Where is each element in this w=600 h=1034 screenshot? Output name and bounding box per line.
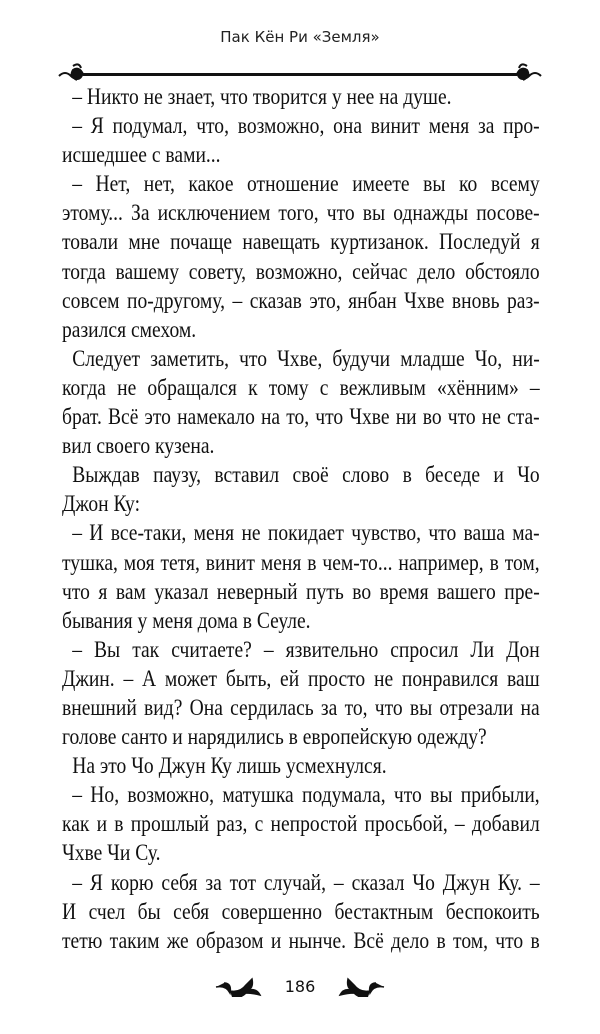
text-line: исшедшее с вами... [62, 142, 221, 168]
text-line: голове санто и нарядились в европейскую одежду? [62, 724, 487, 750]
text-line: тушка, моя тетя, винит меня в чем-то... например, в том, [62, 549, 540, 575]
text-line: совсем по-другому, – сказав это, янбан Чхве вновь раз- [62, 287, 540, 313]
text-line: Следует заметить, что Чхве, будучи младше Чо, ни- [72, 345, 540, 371]
text-line: Чхве Чи Су. [62, 840, 161, 866]
text-line: вил своего кузена. [62, 433, 215, 459]
text-line: – Но, возможно, матушка подумала, что вы прибыли, [72, 782, 540, 808]
text-line: – И все-таки, меня не покидает чувство, что ваша ма- [72, 520, 540, 546]
text-line: этому... За исключением того, что вы однажды посове- [62, 200, 540, 226]
right-flourish-icon [517, 64, 541, 80]
left-flourish-icon [59, 64, 83, 80]
text-line: как и в прошлый раз, с непростой просьбой, – добавил [62, 811, 540, 837]
text-line: товали мне почаще навещать куртизанок. Последуй я [62, 229, 540, 255]
text-line: бывания у меня дома в Сеуле. [62, 607, 311, 633]
text-line: – Вы так считаете? – язвительно спросил Ли Дон [72, 636, 540, 662]
page-number: 186 [284, 976, 316, 996]
right-page-ornament-icon [330, 975, 386, 997]
text-line: разился смехом. [62, 316, 197, 342]
text-line: Выждав паузу, вставил своё слово в беседе и Чо [72, 462, 540, 488]
text-line: – Я корю себя за тот случай, – сказал Чо Джун Ку. – [72, 869, 540, 895]
ornamental-divider [55, 62, 545, 84]
page-footer [0, 975, 600, 997]
running-header: Пак Кён Ри «Земля» [220, 28, 380, 46]
text-line: Джон Ку: [62, 491, 141, 517]
text-line: когда не обращался к тому с вежливым «хённим» – [62, 374, 540, 400]
text-line: И счел бы себя совершенно бестактным беспокоить [62, 898, 540, 924]
text-line: что я вам указал неверный путь во время вашего пре- [62, 578, 540, 604]
text-line: На это Чо Джун Ку лишь усмехнулся. [72, 753, 387, 779]
text-line: – Нет, нет, какое отношение имеете вы ко всему [72, 171, 540, 197]
text-line: – Никто не знает, что творится у нее на душе. [72, 84, 452, 109]
body-text [62, 82, 540, 955]
text-line: тогда вашему совету, возможно, сейчас дело обстояло [62, 258, 540, 284]
text-line: тетю таким же образом и нынче. Всё дело в том, что в [62, 927, 540, 953]
text-line: внешний вид? Она сердилась за то, что вы отрезали на [62, 694, 540, 720]
left-page-ornament-icon [214, 975, 270, 997]
text-line: – Я подумал, что, возможно, она винит меня за про- [72, 113, 540, 139]
text-line: Джин. – А может быть, ей просто не понравился ваш [62, 665, 540, 691]
text-line: брат. Всё это намекало на то, что Чхве ни во что не ста- [62, 404, 540, 430]
